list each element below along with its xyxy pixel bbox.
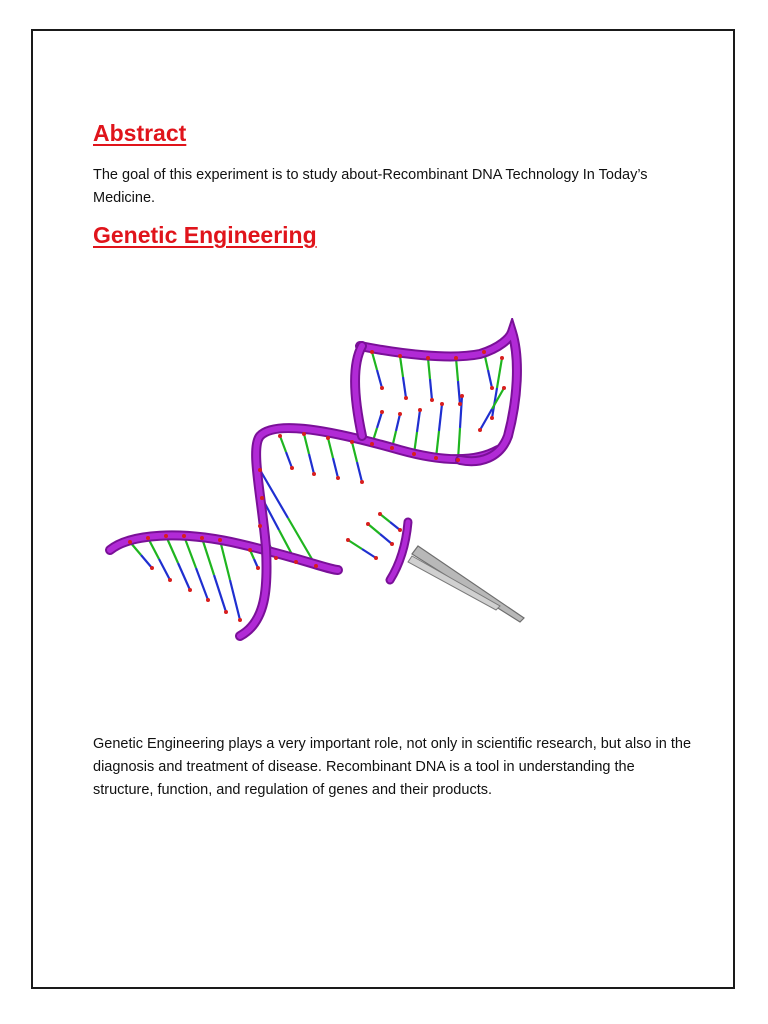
scissors-icon xyxy=(408,546,524,622)
base-pair-segment xyxy=(480,409,492,430)
atom-dot xyxy=(312,472,316,476)
atom-dot xyxy=(482,350,486,354)
abstract-paragraph: The goal of this experiment is to study about-Recombinant DNA Technology In Today’s Medicine. xyxy=(93,167,648,206)
base-pair-segment xyxy=(357,462,362,482)
atom-dot xyxy=(350,440,354,444)
atom-dot xyxy=(430,398,434,402)
atom-dot xyxy=(490,386,494,390)
base-pair-segment xyxy=(372,352,377,370)
atom-dot xyxy=(404,396,408,400)
base-pair-segment xyxy=(377,370,382,388)
atom-dot xyxy=(502,386,506,390)
base-pair-segment xyxy=(178,563,190,590)
atom-dot xyxy=(374,556,378,560)
base-pair-segment xyxy=(377,412,382,428)
atom-dot xyxy=(454,356,458,360)
base-pair-segment xyxy=(309,454,314,474)
base-pair-segment xyxy=(141,555,152,568)
base-pair-segment xyxy=(417,410,420,432)
base-pair-segment xyxy=(428,358,430,379)
genetic-engineering-heading: Genetic Engineering xyxy=(93,222,317,248)
base-pair-segment xyxy=(196,568,208,600)
atom-dot xyxy=(390,542,394,546)
atom-dot xyxy=(302,432,306,436)
base-pair-segment xyxy=(159,559,170,580)
abstract-heading: Abstract xyxy=(93,120,187,146)
atom-dot xyxy=(164,534,168,538)
base-pair-segment xyxy=(230,580,240,620)
base-pair-segment xyxy=(400,356,403,377)
atom-dot xyxy=(490,416,494,420)
atom-dot xyxy=(146,536,150,540)
atom-dot xyxy=(360,480,364,484)
base-pair-segment xyxy=(352,442,357,462)
atom-dot xyxy=(398,354,402,358)
atom-dot xyxy=(426,356,430,360)
genetic-engineering-paragraph: Genetic Engineering plays a very important role, not only in scientific research, but also in the diagnosis and treatment of disease. Recombinant DNA is a tool in understanding the structure, function, and regulation of genes and their products. xyxy=(93,736,692,798)
base-pair-segment xyxy=(396,414,400,431)
base-pair-segment xyxy=(380,534,392,544)
atom-dot xyxy=(218,538,222,542)
base-pair-segment xyxy=(362,549,376,558)
atom-dot xyxy=(294,560,298,564)
dna-backbone xyxy=(110,332,517,636)
atom-dot xyxy=(398,412,402,416)
atom-dot xyxy=(200,536,204,540)
atom-dot xyxy=(500,356,504,360)
atom-dot xyxy=(238,618,242,622)
atom-dot xyxy=(456,458,460,462)
base-pair-segment xyxy=(280,436,286,452)
atom-dot xyxy=(150,566,154,570)
base-pair-segment xyxy=(403,377,406,398)
atom-dot xyxy=(398,528,402,532)
base-pair-segment xyxy=(214,575,226,612)
base-pair-segment xyxy=(286,452,292,468)
base-pair-segment xyxy=(488,370,492,388)
base-pair-segment xyxy=(492,388,504,409)
atom-dot xyxy=(434,456,438,460)
base-pair-segment xyxy=(497,358,502,388)
atom-dot xyxy=(460,394,464,398)
atom-dot xyxy=(458,402,462,406)
base-pair-segment xyxy=(439,404,442,431)
base-pair-segment xyxy=(328,438,333,458)
atom-dot xyxy=(168,578,172,582)
atom-dot xyxy=(258,524,262,528)
atom-dot xyxy=(188,588,192,592)
atom-dot xyxy=(380,410,384,414)
base-pair-segment xyxy=(304,434,309,454)
atom-dot xyxy=(336,476,340,480)
base-pair-segment xyxy=(368,524,380,534)
atom-dot xyxy=(478,428,482,432)
atom-dot xyxy=(418,408,422,412)
base-pair-segment xyxy=(333,458,338,478)
atom-dot xyxy=(274,556,278,560)
base-pair-segment xyxy=(458,381,460,404)
atom-dot xyxy=(440,402,444,406)
atom-dot xyxy=(390,446,394,450)
atom-dot xyxy=(206,598,210,602)
atom-dot xyxy=(314,564,318,568)
atom-dot xyxy=(370,442,374,446)
atom-dot xyxy=(224,610,228,614)
atom-dot xyxy=(256,566,260,570)
atom-dot xyxy=(128,540,132,544)
base-pair-segment xyxy=(348,540,362,549)
atom-dot xyxy=(380,386,384,390)
base-pair-segment xyxy=(430,379,432,400)
base-pair-segment xyxy=(456,358,458,381)
dna-helix-illustration xyxy=(100,318,540,658)
atom-dot xyxy=(366,522,370,526)
atom-dot xyxy=(378,512,382,516)
atom-dot xyxy=(290,466,294,470)
atom-dot xyxy=(278,434,282,438)
atom-dot xyxy=(258,468,262,472)
atom-dot xyxy=(370,350,374,354)
atom-dot xyxy=(412,452,416,456)
atom-dot xyxy=(260,496,264,500)
atom-dot xyxy=(248,548,252,552)
atom-dot xyxy=(182,534,186,538)
atom-dot xyxy=(346,538,350,542)
atom-dot xyxy=(326,436,330,440)
